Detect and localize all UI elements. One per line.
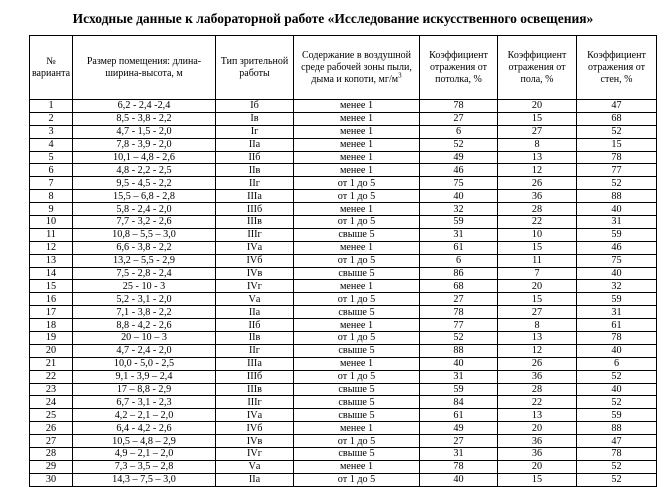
- cell-floor-reflect: 11: [498, 254, 577, 267]
- cell-ceiling-reflect: 78: [420, 100, 498, 113]
- cell-room-size: 9,5 - 4,5 - 2,2: [73, 177, 216, 190]
- cell-ceiling-reflect: 59: [420, 216, 498, 229]
- cell-room-size: 14,3 – 7,5 – 3,0: [73, 473, 216, 486]
- header-variant: № варианта: [30, 36, 73, 100]
- cell-room-size: 7,7 - 3,2 - 2,6: [73, 216, 216, 229]
- cell-room-size: 17 – 8,8 - 2,9: [73, 383, 216, 396]
- cell-variant: 15: [30, 280, 73, 293]
- cell-wall-reflect: 47: [577, 100, 657, 113]
- cell-dust-content: менее 1: [294, 164, 420, 177]
- cell-variant: 16: [30, 293, 73, 306]
- cell-ceiling-reflect: 27: [420, 293, 498, 306]
- cell-variant: 17: [30, 306, 73, 319]
- cell-work-type: IIIб: [216, 203, 294, 216]
- cell-wall-reflect: 78: [577, 448, 657, 461]
- cell-ceiling-reflect: 31: [420, 228, 498, 241]
- cell-floor-reflect: 36: [498, 190, 577, 203]
- cell-floor-reflect: 13: [498, 409, 577, 422]
- cell-variant: 11: [30, 228, 73, 241]
- cell-variant: 3: [30, 125, 73, 138]
- cell-ceiling-reflect: 6: [420, 254, 498, 267]
- cell-variant: 20: [30, 344, 73, 357]
- cell-ceiling-reflect: 27: [420, 112, 498, 125]
- table-row: [30, 422, 657, 435]
- header-floor-reflect: Коэффициент отражения от пола, %: [498, 36, 577, 100]
- header-wall-reflect: Коэффициент отражения от стен, %: [577, 36, 657, 100]
- table-row: [30, 100, 657, 113]
- table-row: [30, 228, 657, 241]
- cell-floor-reflect: 15: [498, 112, 577, 125]
- cell-floor-reflect: 27: [498, 306, 577, 319]
- table-row: [30, 306, 657, 319]
- cell-variant: 12: [30, 241, 73, 254]
- data-table: [29, 35, 657, 487]
- cell-room-size: 5,8 - 2,4 - 2,0: [73, 203, 216, 216]
- cell-variant: 19: [30, 332, 73, 345]
- cell-dust-content: свыше 5: [294, 267, 420, 280]
- cell-floor-reflect: 26: [498, 357, 577, 370]
- cell-work-type: Vа: [216, 293, 294, 306]
- cell-ceiling-reflect: 59: [420, 383, 498, 396]
- table-row: [30, 112, 657, 125]
- cell-room-size: 10,0 - 5,0 - 2,5: [73, 357, 216, 370]
- cell-ceiling-reflect: 32: [420, 203, 498, 216]
- table-row: [30, 473, 657, 486]
- cell-room-size: 6,6 - 3,8 - 2,2: [73, 241, 216, 254]
- cell-wall-reflect: 40: [577, 383, 657, 396]
- cell-wall-reflect: 88: [577, 190, 657, 203]
- cell-variant: 1: [30, 100, 73, 113]
- cell-dust-content: менее 1: [294, 460, 420, 473]
- cell-work-type: IIв: [216, 164, 294, 177]
- cell-dust-content: свыше 5: [294, 344, 420, 357]
- cell-floor-reflect: 28: [498, 383, 577, 396]
- cell-room-size: 7,1 - 3,8 - 2,2: [73, 306, 216, 319]
- table-row: [30, 409, 657, 422]
- cell-room-size: 5,2 - 3,1 - 2,0: [73, 293, 216, 306]
- cell-dust-content: менее 1: [294, 151, 420, 164]
- cell-ceiling-reflect: 49: [420, 151, 498, 164]
- cell-dust-content: свыше 5: [294, 306, 420, 319]
- cell-dust-content: менее 1: [294, 138, 420, 151]
- table-row: [30, 241, 657, 254]
- cell-room-size: 10,8 – 5,5 – 3,0: [73, 228, 216, 241]
- table-row: [30, 164, 657, 177]
- table-row: [30, 344, 657, 357]
- cell-room-size: 25 - 10 - 3: [73, 280, 216, 293]
- cell-work-type: IIIа: [216, 357, 294, 370]
- cell-ceiling-reflect: 52: [420, 138, 498, 151]
- cell-ceiling-reflect: 46: [420, 164, 498, 177]
- cell-variant: 23: [30, 383, 73, 396]
- cell-floor-reflect: 12: [498, 164, 577, 177]
- cell-ceiling-reflect: 6: [420, 125, 498, 138]
- cell-room-size: 6,7 - 3,1 - 2,3: [73, 396, 216, 409]
- cell-wall-reflect: 75: [577, 254, 657, 267]
- cell-variant: 26: [30, 422, 73, 435]
- cell-wall-reflect: 31: [577, 306, 657, 319]
- table-row: [30, 396, 657, 409]
- cell-room-size: 13,2 – 5,5 - 2,9: [73, 254, 216, 267]
- cell-ceiling-reflect: 40: [420, 357, 498, 370]
- cell-work-type: IVа: [216, 409, 294, 422]
- cell-dust-content: менее 1: [294, 422, 420, 435]
- cell-work-type: IIа: [216, 473, 294, 486]
- cell-room-size: 9,1 - 3,9 – 2,4: [73, 370, 216, 383]
- cell-variant: 21: [30, 357, 73, 370]
- cell-variant: 9: [30, 203, 73, 216]
- cell-dust-content: от 1 до 5: [294, 332, 420, 345]
- cell-floor-reflect: 20: [498, 100, 577, 113]
- cell-dust-content: от 1 до 5: [294, 370, 420, 383]
- cell-room-size: 7,3 – 3,5 – 2,8: [73, 460, 216, 473]
- cell-floor-reflect: 20: [498, 422, 577, 435]
- cell-dust-content: свыше 5: [294, 409, 420, 422]
- cell-floor-reflect: 36: [498, 370, 577, 383]
- cell-variant: 30: [30, 473, 73, 486]
- cell-variant: 24: [30, 396, 73, 409]
- cell-floor-reflect: 15: [498, 241, 577, 254]
- cell-room-size: 4,7 - 2,4 - 2,0: [73, 344, 216, 357]
- table-row: [30, 216, 657, 229]
- cell-dust-content: менее 1: [294, 203, 420, 216]
- cell-ceiling-reflect: 75: [420, 177, 498, 190]
- cell-room-size: 8,8 - 4,2 - 2,6: [73, 319, 216, 332]
- cell-variant: 4: [30, 138, 73, 151]
- cell-floor-reflect: 22: [498, 216, 577, 229]
- cell-room-size: 4,2 – 2,1 – 2,0: [73, 409, 216, 422]
- cell-ceiling-reflect: 52: [420, 332, 498, 345]
- cell-floor-reflect: 8: [498, 319, 577, 332]
- cell-variant: 8: [30, 190, 73, 203]
- cell-wall-reflect: 78: [577, 332, 657, 345]
- cell-floor-reflect: 28: [498, 203, 577, 216]
- cell-work-type: IIг: [216, 344, 294, 357]
- cell-wall-reflect: 59: [577, 409, 657, 422]
- cell-room-size: 15,5 – 6,8 - 2,8: [73, 190, 216, 203]
- page-title: Исходные данные к лабораторной работе «Исследование искусственного освещения»: [72, 11, 594, 26]
- cell-wall-reflect: 77: [577, 164, 657, 177]
- cell-wall-reflect: 40: [577, 267, 657, 280]
- cell-variant: 13: [30, 254, 73, 267]
- cell-work-type: IVб: [216, 422, 294, 435]
- cell-dust-content: от 1 до 5: [294, 254, 420, 267]
- header-dust-unit-power: 3: [398, 71, 402, 80]
- cell-dust-content: от 1 до 5: [294, 435, 420, 448]
- table-row: [30, 435, 657, 448]
- cell-floor-reflect: 27: [498, 125, 577, 138]
- table-row: [30, 203, 657, 216]
- cell-work-type: IVв: [216, 435, 294, 448]
- cell-wall-reflect: 59: [577, 228, 657, 241]
- cell-room-size: 4,8 - 2,2 - 2,5: [73, 164, 216, 177]
- cell-wall-reflect: 52: [577, 396, 657, 409]
- table-row: [30, 448, 657, 461]
- cell-room-size: 4,9 – 2,1 – 2,0: [73, 448, 216, 461]
- cell-ceiling-reflect: 40: [420, 473, 498, 486]
- cell-ceiling-reflect: 84: [420, 396, 498, 409]
- cell-ceiling-reflect: 49: [420, 422, 498, 435]
- cell-ceiling-reflect: 27: [420, 435, 498, 448]
- cell-floor-reflect: 20: [498, 460, 577, 473]
- cell-variant: 28: [30, 448, 73, 461]
- cell-floor-reflect: 36: [498, 448, 577, 461]
- cell-floor-reflect: 7: [498, 267, 577, 280]
- cell-work-type: IIб: [216, 151, 294, 164]
- cell-room-size: 10,5 – 4,8 – 2,9: [73, 435, 216, 448]
- table-row: [30, 138, 657, 151]
- cell-wall-reflect: 88: [577, 422, 657, 435]
- cell-wall-reflect: 40: [577, 344, 657, 357]
- table-row: [30, 190, 657, 203]
- cell-work-type: IVг: [216, 280, 294, 293]
- table-row: [30, 357, 657, 370]
- cell-dust-content: менее 1: [294, 241, 420, 254]
- cell-room-size: 7,5 - 2,8 - 2,4: [73, 267, 216, 280]
- cell-dust-content: от 1 до 5: [294, 216, 420, 229]
- cell-dust-content: менее 1: [294, 125, 420, 138]
- cell-wall-reflect: 47: [577, 435, 657, 448]
- cell-work-type: IIв: [216, 332, 294, 345]
- cell-work-type: Vа: [216, 460, 294, 473]
- cell-ceiling-reflect: 78: [420, 306, 498, 319]
- cell-work-type: IIIг: [216, 228, 294, 241]
- cell-dust-content: от 1 до 5: [294, 293, 420, 306]
- table-header-row: [30, 36, 657, 100]
- cell-ceiling-reflect: 61: [420, 409, 498, 422]
- cell-dust-content: менее 1: [294, 319, 420, 332]
- table-row: [30, 332, 657, 345]
- cell-floor-reflect: 8: [498, 138, 577, 151]
- table-row: [30, 370, 657, 383]
- cell-dust-content: свыше 5: [294, 383, 420, 396]
- cell-work-type: Iб: [216, 100, 294, 113]
- table-row: [30, 293, 657, 306]
- cell-floor-reflect: 13: [498, 332, 577, 345]
- table-row: [30, 267, 657, 280]
- cell-wall-reflect: 78: [577, 151, 657, 164]
- cell-variant: 25: [30, 409, 73, 422]
- cell-ceiling-reflect: 78: [420, 460, 498, 473]
- cell-wall-reflect: 52: [577, 370, 657, 383]
- header-dust-content-text: Содержание в воздушной среде рабочей зоны пыли, дыма и копоти, мг/м: [301, 49, 412, 85]
- cell-work-type: IIIа: [216, 190, 294, 203]
- cell-wall-reflect: 52: [577, 177, 657, 190]
- cell-ceiling-reflect: 31: [420, 448, 498, 461]
- header-work-type: Тип зрительной работы: [216, 36, 294, 100]
- cell-floor-reflect: 12: [498, 344, 577, 357]
- cell-floor-reflect: 36: [498, 435, 577, 448]
- cell-ceiling-reflect: 68: [420, 280, 498, 293]
- cell-variant: 7: [30, 177, 73, 190]
- cell-variant: 14: [30, 267, 73, 280]
- cell-wall-reflect: 52: [577, 460, 657, 473]
- cell-floor-reflect: 26: [498, 177, 577, 190]
- cell-ceiling-reflect: 86: [420, 267, 498, 280]
- cell-floor-reflect: 20: [498, 280, 577, 293]
- cell-dust-content: менее 1: [294, 357, 420, 370]
- cell-ceiling-reflect: 61: [420, 241, 498, 254]
- cell-work-type: Iг: [216, 125, 294, 138]
- cell-work-type: IIб: [216, 319, 294, 332]
- cell-ceiling-reflect: 40: [420, 190, 498, 203]
- cell-work-type: IVа: [216, 241, 294, 254]
- cell-wall-reflect: 31: [577, 216, 657, 229]
- cell-room-size: 8,5 - 3,8 - 2,2: [73, 112, 216, 125]
- cell-wall-reflect: 61: [577, 319, 657, 332]
- cell-work-type: IIIв: [216, 383, 294, 396]
- cell-ceiling-reflect: 88: [420, 344, 498, 357]
- cell-dust-content: от 1 до 5: [294, 177, 420, 190]
- cell-floor-reflect: 10: [498, 228, 577, 241]
- cell-variant: 2: [30, 112, 73, 125]
- cell-room-size: 7,8 - 3,9 - 2,0: [73, 138, 216, 151]
- table-row: [30, 254, 657, 267]
- cell-variant: 22: [30, 370, 73, 383]
- cell-ceiling-reflect: 77: [420, 319, 498, 332]
- cell-wall-reflect: 52: [577, 473, 657, 486]
- table-row: [30, 151, 657, 164]
- cell-room-size: 20 – 10 – 3: [73, 332, 216, 345]
- table-row: [30, 125, 657, 138]
- cell-room-size: 6,2 - 2,4 -2,4: [73, 100, 216, 113]
- header-dust-content: [294, 36, 420, 100]
- cell-dust-content: свыше 5: [294, 448, 420, 461]
- cell-work-type: IVв: [216, 267, 294, 280]
- cell-dust-content: свыше 5: [294, 396, 420, 409]
- cell-room-size: 6,4 - 4,2 - 2,6: [73, 422, 216, 435]
- header-ceiling-reflect: Коэффициент отражения от потолка, %: [420, 36, 498, 100]
- cell-work-type: IIа: [216, 138, 294, 151]
- cell-variant: 29: [30, 460, 73, 473]
- cell-work-type: IVг: [216, 448, 294, 461]
- table-row: [30, 319, 657, 332]
- cell-wall-reflect: 15: [577, 138, 657, 151]
- cell-wall-reflect: 32: [577, 280, 657, 293]
- cell-wall-reflect: 46: [577, 241, 657, 254]
- cell-ceiling-reflect: 31: [420, 370, 498, 383]
- cell-variant: 27: [30, 435, 73, 448]
- table-row: [30, 280, 657, 293]
- cell-work-type: IIIб: [216, 370, 294, 383]
- table-body: [30, 100, 657, 487]
- cell-work-type: IIа: [216, 306, 294, 319]
- table-row: [30, 383, 657, 396]
- cell-variant: 10: [30, 216, 73, 229]
- cell-wall-reflect: 40: [577, 203, 657, 216]
- cell-dust-content: менее 1: [294, 280, 420, 293]
- table-row: [30, 460, 657, 473]
- cell-floor-reflect: 15: [498, 293, 577, 306]
- cell-work-type: IIг: [216, 177, 294, 190]
- cell-variant: 18: [30, 319, 73, 332]
- cell-wall-reflect: 68: [577, 112, 657, 125]
- header-room-size: Размер помещения: длина-ширина-высота, м: [73, 36, 216, 100]
- cell-work-type: IIIг: [216, 396, 294, 409]
- cell-dust-content: от 1 до 5: [294, 473, 420, 486]
- cell-floor-reflect: 13: [498, 151, 577, 164]
- cell-room-size: 4,7 - 1,5 - 2,0: [73, 125, 216, 138]
- table-row: [30, 177, 657, 190]
- cell-room-size: 10,1 – 4,8 - 2,6: [73, 151, 216, 164]
- cell-dust-content: свыше 5: [294, 228, 420, 241]
- cell-floor-reflect: 22: [498, 396, 577, 409]
- cell-floor-reflect: 15: [498, 473, 577, 486]
- cell-wall-reflect: 6: [577, 357, 657, 370]
- cell-dust-content: от 1 до 5: [294, 190, 420, 203]
- cell-work-type: IVб: [216, 254, 294, 267]
- cell-variant: 5: [30, 151, 73, 164]
- cell-variant: 6: [30, 164, 73, 177]
- cell-work-type: IIIв: [216, 216, 294, 229]
- cell-wall-reflect: 52: [577, 125, 657, 138]
- cell-work-type: Iв: [216, 112, 294, 125]
- cell-wall-reflect: 59: [577, 293, 657, 306]
- cell-dust-content: менее 1: [294, 100, 420, 113]
- cell-dust-content: менее 1: [294, 112, 420, 125]
